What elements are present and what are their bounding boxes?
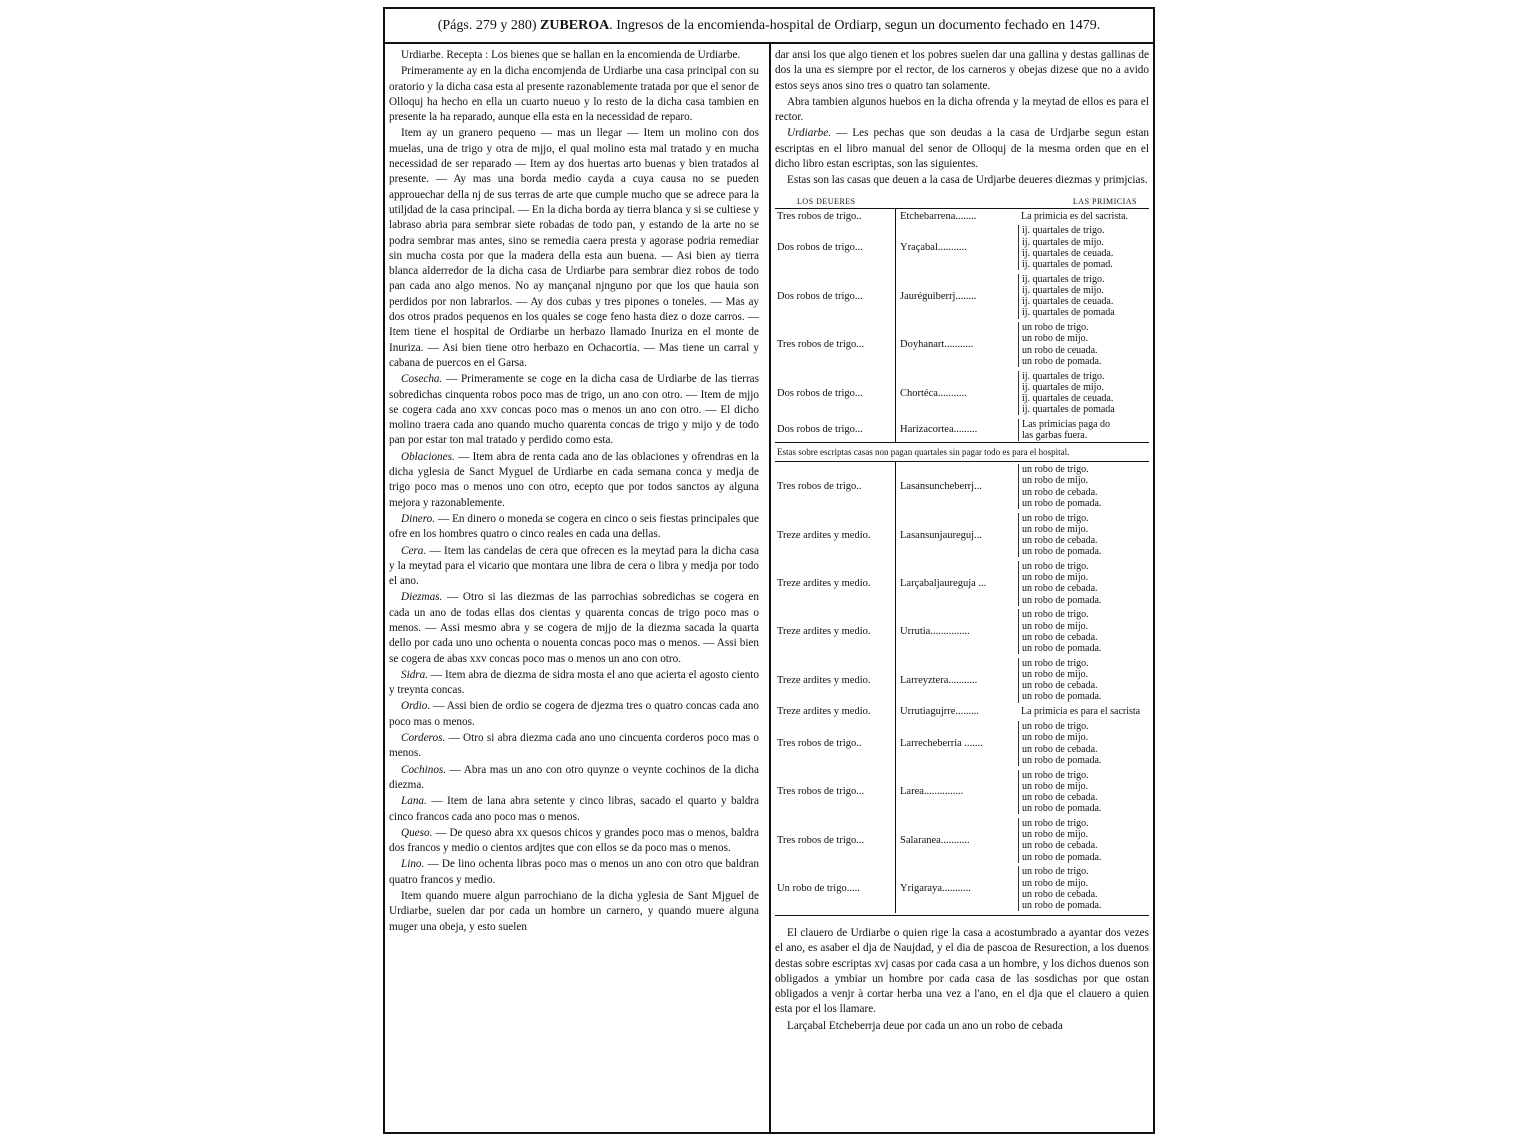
ledger-primicias xyxy=(1018,770,1149,815)
primicia-item: un robo de mijo. xyxy=(1022,572,1089,584)
paragraph-text: El clauero de Urdiarbe o quien rige la casa a acostumbrado a ayantar dos vezes el ano, es asaber el dja de Naujdad, y el dia de pascoa de Resurection, a los duenos destas sobre escriptas xvj casas por cada casa a un hombre, y los dichos duenos son obligados a ymbiar un hombre por cada casa de las sosdichas por que ostan obligados a venjr à cortar herba una vez a l'ano, en el dja que el clauero a quien esta por el los llamare. xyxy=(775,926,1149,1016)
primicia-item: un robo de cebada. xyxy=(1022,486,1098,498)
paragraph-text: Primeramente ay en la dicha encomjenda de Urdiarbe una casa principal con su oratorio y la dicha casa esta al presente razonablemente tratada por que el senor de Olloquj ha hecho en ella un cuarto nueuo y lo resto de la dicha casa tambien en presente la ha reparado, aunque ella esta en la necessidad de reparo. xyxy=(389,65,759,124)
ledger-debt: Treze ardites y medio. xyxy=(775,656,896,704)
primicia-item: un robo de pomada. xyxy=(1022,642,1102,654)
ledger-primicias xyxy=(1018,609,1149,654)
primicia-item: ij. quartales de mijo. xyxy=(1022,236,1104,248)
ledger-row xyxy=(775,209,1149,224)
paragraph-text: — Abra mas un ano con otro quynze o veynte cochinos de la dicha diezma. xyxy=(389,763,759,791)
page-header xyxy=(385,9,1153,44)
primicia-item: un robo de pomada. xyxy=(1022,851,1102,863)
ledger-debt: Tres robos de trigo.. xyxy=(775,719,896,767)
ledger-row xyxy=(775,369,1149,417)
ledger-primicias xyxy=(1018,866,1149,911)
ledger-debt: Tres robos de trigo... xyxy=(775,320,896,368)
primicia-item: las garbas fuera. xyxy=(1022,429,1088,441)
ledger-house: Urrutia............... xyxy=(900,626,970,638)
paragraph-text: Larçabal Etcheberrja deue por cada un ano un robo de cebada xyxy=(787,1019,1063,1032)
primicia-item: un robo de trigo. xyxy=(1022,817,1089,829)
paragraph-text: — Otro si las diezmas de las parrochias sobredichas se cogera en cada un ano de todas ellas dos cientas y quarenta concas de trigo poco mas o menos. — Assi mesmo abra y se cogera de mjjo de la diezma sacada la quarta dello por cada uno uno ochenta o nouenta concas poco mas o menos. — Assi bien se cogera de abas xxv concas poco mas o menos un ano con otro. xyxy=(389,591,759,665)
primicia-item: un robo de mijo. xyxy=(1022,333,1089,345)
primicia-item: un robo de cebada. xyxy=(1022,888,1098,900)
primicia-item: ij. quartales de mijo. xyxy=(1022,285,1104,297)
primicia-item: ij. quartales de ceuada. xyxy=(1022,393,1114,405)
primicia-item: un robo de mijo. xyxy=(1022,780,1089,792)
paragraph-text: — De queso abra xx quesos chicos y grandes poco mas o menos, baldra dos francos y medio o cientos ardjtes que con ellos se da poco mas o menos. xyxy=(389,826,759,855)
paragraph-lead: Sidra. xyxy=(401,668,429,681)
ledger-house: Yraçabal........... xyxy=(900,242,967,254)
ledger-primicias xyxy=(1018,371,1149,416)
ledger-primicias xyxy=(1018,464,1149,509)
paragraph-text: — De lino ochenta libras poco mas o menos un ano con otro que baldran quatro francos y medio. xyxy=(389,858,759,886)
paragraph xyxy=(389,668,759,699)
header-place: ZUBEROA xyxy=(540,18,610,33)
paragraph xyxy=(389,889,759,935)
ledger-debt: Treze ardites y medio. xyxy=(775,608,896,656)
column-divider xyxy=(769,44,771,1132)
primicia-item: un robo de mijo. xyxy=(1022,475,1089,487)
header-pages: (Págs. 279 y 280) xyxy=(437,18,537,33)
paragraph xyxy=(389,731,759,762)
paragraph xyxy=(775,126,1149,172)
primicia-item: ij. quartales de pomada xyxy=(1022,307,1115,319)
ledger-house: Lasansunjaureguj... xyxy=(900,529,982,541)
ledger-row xyxy=(775,272,1149,320)
primicia-item: un robo de trigo. xyxy=(1022,464,1089,476)
right-column-closing xyxy=(775,926,1149,1034)
ledger-debt: Tres robos de trigo... xyxy=(775,816,896,864)
primicia-item: un robo de trigo. xyxy=(1022,322,1089,334)
ledger-primicias xyxy=(1018,322,1149,367)
ledger-primicias xyxy=(1018,419,1149,441)
ledger-row xyxy=(775,511,1149,559)
paragraph xyxy=(389,699,759,730)
primicia-item: un robo de trigo. xyxy=(1022,609,1089,621)
ledger-debt: Un robo de trigo..... xyxy=(775,865,896,913)
paragraph xyxy=(775,95,1149,126)
ledger-row xyxy=(775,608,1149,656)
paragraph-lead: Cera. xyxy=(401,544,427,557)
paragraph xyxy=(389,64,759,125)
paragraph xyxy=(775,926,1149,1018)
paragraph-text: — Primeramente se coge en la dicha casa de Urdiarbe de las tierras sobredichas cinquenta robos poco mas de trigo, un ano con otro. — Item de mjjo se cogera cada ano xxv concas poco mas o menos un ano con otro. — El dicho molino traera cada ano quando mucho quarenta concas de trigo y mijo y de todo pan por estar ton mal tratado y perdido como esta. xyxy=(389,373,759,447)
primicia-item: un robo de cebada. xyxy=(1022,680,1098,692)
primicia-item: un robo de cebada. xyxy=(1022,631,1098,643)
primicia-item: un robo de pomada. xyxy=(1022,754,1102,766)
paragraph-lead: Cosecha. xyxy=(401,373,443,386)
primicia-item: un robo de trigo. xyxy=(1022,512,1089,524)
ledger-house: Larçabaljaureguja ... xyxy=(900,577,987,589)
ledger-primicias xyxy=(1018,658,1149,703)
primicia-item: un robo de pomada. xyxy=(1022,803,1102,815)
ledger-row xyxy=(775,320,1149,368)
ledger-primicias xyxy=(1018,706,1149,717)
paragraph xyxy=(389,794,759,825)
ledger-primicias xyxy=(1018,211,1149,222)
paragraph-text: Item ay un granero pequeno — mas un llegar — Item un molino con dos muelas, una de trigo y otra de mjjo, el qual molino esta mal tratado y en mucha necessidad de ser reparado — Item ay dos huertas arto buenas y bien tratados al presente. — Ay mas una borda medio cayda a cuya causa no se pueden approuechar della nj de sus terras de arte que cumple mucho que se adrece para la utiljdad de la casa principal. — En la dicha borda ay tierra blanca y si se cultiese y labraso abria para sembrar siete robadas de todo pan, y estando de la arte no se podra sembrar mas antes, sino se remedia caera presta y agorase podria remediar sin mucha costa por que la madera della esta aun buena. — Asi bien ay tierra blanca alderredor de la dicha casa de Urdiarbe para sembrar diez robos de todo pan cada ano algo menos. No ay mançanal njnguno por que los que hauia son perdidos por non labrarlos. — Ay dos cubas y tres pipones o toneles. — Mas ay dos otros prados pequenos en los quales se coge feno hasta diez o doze carros. — Item tiene el hospital de Ordiarbe un herbazo llamado Inuriza en el monte de Inuriza. — Asi bien tiene otro herbazo en Ochacortia. — Mas tiene un carral y cabana de puercos en el Garsa. xyxy=(389,127,759,369)
ledger-debt: Treze ardites y medio. xyxy=(775,704,896,719)
primicia-item: un robo de cebada. xyxy=(1022,791,1098,803)
paragraph xyxy=(389,48,759,63)
ledger-primicias xyxy=(1018,225,1149,270)
ledger-primicias xyxy=(1018,721,1149,766)
primicia-item: Las primicias paga do xyxy=(1022,418,1111,430)
paragraph-lead: Oblaciones. xyxy=(401,450,455,463)
paragraph-lead: Cochinos. xyxy=(401,763,447,776)
primicia-item: un robo de mijo. xyxy=(1022,620,1089,632)
ledger-house: Etchebarrena........ xyxy=(900,210,977,222)
ledger-row xyxy=(775,816,1149,864)
primicia-item: un robo de pomada. xyxy=(1022,355,1102,367)
primicia-item: un robo de trigo. xyxy=(1022,721,1089,733)
primicia-item: un robo de mijo. xyxy=(1022,523,1089,535)
ledger-primicias xyxy=(1018,818,1149,863)
right-column xyxy=(775,48,1149,1132)
ledger-table xyxy=(775,197,1149,916)
ledger-debt: Tres robos de trigo.. xyxy=(775,209,896,224)
paragraph-text: Item quando muere algun parrochiano de la dicha yglesia de Sant Mjguel de Urdiarbe, suelen dar por cada un hombre un carnero, y quando muere alguna muger una obeja, y esto suelen xyxy=(389,890,759,933)
primicia-item: ij. quartales de trigo. xyxy=(1022,225,1105,237)
paragraph xyxy=(775,48,1149,94)
primicia-item: un robo de trigo. xyxy=(1022,866,1089,878)
primicia-item: un robo de trigo. xyxy=(1022,657,1089,669)
paragraph-text: — Item de lana abra setente y cinco libras, sacado el quarto y baldra cinco francos cada ano poco mas o menos. xyxy=(389,795,759,823)
primicia-item: ij. quartales de pomada xyxy=(1022,404,1115,416)
primicia-item: ij. quartales de trigo. xyxy=(1022,370,1105,382)
ledger-rows-a xyxy=(775,209,1149,443)
paragraph-text: — Item abra de renta cada ano de las oblaciones y ofrendras en la dicha yglesia de Sanct Myguel de Urdiarbe en cada semana conca y medja de trigo poco mas o menos uno con otro, ecepto que por todos sanctos ay alguna mejora y razonablemente. xyxy=(389,450,759,509)
ledger-row xyxy=(775,865,1149,913)
ledger-row xyxy=(775,704,1149,719)
ledger-end-rule xyxy=(775,915,1149,916)
ledger-primicias xyxy=(1018,561,1149,606)
primicia-item: un robo de trigo. xyxy=(1022,560,1089,572)
ledger-house: Salaranea........... xyxy=(900,834,970,846)
primicia-item: un robo de cebada. xyxy=(1022,840,1098,852)
paragraph-text: — Item abra de diezma de sidra mosta el ano que acierta el agosto ciento y treynta concas. xyxy=(389,668,759,697)
ledger-debt: Dos robos de trigo... xyxy=(775,369,896,417)
primicia-item: un robo de pomada. xyxy=(1022,594,1102,606)
ledger-row xyxy=(775,224,1149,272)
ledger-house: Yrigaraya........... xyxy=(900,883,971,895)
primicia-item: un robo de mijo. xyxy=(1022,829,1089,841)
right-column-intro xyxy=(775,48,1149,189)
ledger-house: Doyhanart........... xyxy=(900,339,974,351)
primicia-item: un robo de pomada. xyxy=(1022,899,1102,911)
ledger-debt: Dos robos de trigo... xyxy=(775,224,896,272)
paragraph xyxy=(775,173,1149,188)
paragraph-text: — Otro si abra diezma cada ano uno cincuenta corderos poco mas o menos. xyxy=(389,732,759,760)
primicia-item: un robo de pomada. xyxy=(1022,546,1102,558)
ledger-debt: Treze ardites y medio. xyxy=(775,511,896,559)
ledger-debt: Treze ardites y medio. xyxy=(775,559,896,607)
paragraph-lead: Ordio. xyxy=(401,700,431,713)
paragraph xyxy=(775,1019,1149,1034)
primicia-item: un robo de trigo. xyxy=(1022,769,1089,781)
ledger-col-primicias: LAS PRIMICIAS xyxy=(1072,196,1137,206)
ledger-debt: Dos robos de trigo... xyxy=(775,272,896,320)
ledger-row xyxy=(775,768,1149,816)
paragraph xyxy=(389,372,759,448)
ledger-primicias xyxy=(1018,274,1149,319)
paragraph-lead: Urdiarbe. xyxy=(787,127,832,140)
paragraph-lead: Corderos. xyxy=(401,732,446,745)
ledger-note: Estas sobre escriptas casas non pagan quartales sin pagar todo es para el hospital. xyxy=(775,442,1149,462)
paragraph-text: — Item las candelas de cera que ofrecen es la meytad para la dicha casa y la meytad para el vicario que montara une libra de cera o libra y medja por todo el ano. xyxy=(389,544,759,588)
paragraph-text: — Assi bien de ordio se cogera de djezma tres o quatro concas cada ano poco mas o menos. xyxy=(389,700,759,728)
primicia-item: un robo de cebada. xyxy=(1022,535,1098,546)
paragraph xyxy=(389,544,759,590)
primicia-item: un robo de pomada. xyxy=(1022,691,1102,703)
paragraph-text: — En dinero o moneda se cogera en cinco o seis fiestas principales que ofre en los hombres quatro o cinco reales en cada una dellas. xyxy=(389,512,759,541)
ledger-primicias xyxy=(1018,513,1149,558)
primicia-item: un robo de mijo. xyxy=(1022,877,1089,889)
primicia-item: ij. quartales de trigo. xyxy=(1022,273,1105,285)
ledger-house: Larrecheberria ....... xyxy=(900,738,983,750)
paragraph-text: Abra tambien algunos huebos en la dicha ofrenda y la meytad de ellos es para el rector. xyxy=(775,95,1149,124)
left-column xyxy=(389,48,759,1132)
ledger-rows-b xyxy=(775,462,1149,913)
ledger-row xyxy=(775,417,1149,442)
primicia-item: La primicia es del sacrista. xyxy=(1021,210,1128,222)
paragraph-text: — Les pechas que son deudas a la casa de Urdjarbe segun estan escriptas en el libro manual del senor de Olloquj de la mesma orden que en el dicho libro estan escriptas, son las siguientes. xyxy=(775,127,1149,171)
primicia-item: un robo de ceuada. xyxy=(1022,344,1098,356)
columns xyxy=(385,44,1153,1132)
paragraph xyxy=(389,826,759,857)
ledger-row xyxy=(775,559,1149,607)
ledger-debt: Dos robos de trigo... xyxy=(775,417,896,442)
paragraph-text: Estas son las casas que deuen a la casa de Urdjarbe deueres diezmas y primjcias. xyxy=(787,174,1148,187)
ledger-house: Larea............... xyxy=(900,786,964,798)
primicia-item: un robo de cebada. xyxy=(1022,743,1098,755)
primicia-item: ij. quartales de ceuada. xyxy=(1022,296,1114,308)
paragraph xyxy=(389,512,759,543)
primicia-item: La primicia es para el sacrista xyxy=(1021,706,1141,718)
ledger-house: Chortéca........... xyxy=(900,387,967,399)
paragraph-lead: Dinero. xyxy=(401,512,436,525)
paragraph-lead: Diezmas. xyxy=(401,591,443,604)
primicia-item: un robo de mijo. xyxy=(1022,732,1089,744)
paragraph-lead: Lino. xyxy=(401,858,425,871)
header-title: . Ingresos de la encomienda-hospital de Ordiarp, segun un documento fechado en 1479. xyxy=(609,18,1101,33)
ledger-house: Larreyztera........... xyxy=(900,674,978,686)
ledger-house: Jauréguiberrj........ xyxy=(900,290,977,302)
primicia-item: ij. quartales de pomad. xyxy=(1022,259,1113,271)
ledger-debt: Tres robos de trigo.. xyxy=(775,462,896,510)
document-page xyxy=(383,7,1155,1134)
paragraph-text: dar ansi los que algo tienen et los pobres suelen dar una gallina y destas gallinas de dos la una es siempre por el rector, de los carneros y obejas dizese que no a avido estos seys anos sino tres o quatro tan solamente. xyxy=(775,49,1149,92)
ledger-header xyxy=(775,197,1149,209)
paragraph xyxy=(389,590,759,666)
ledger-row xyxy=(775,656,1149,704)
paragraph xyxy=(389,126,759,371)
primicia-item: ij. quartales de ceuada. xyxy=(1022,247,1114,259)
ledger-house: Harizacortea......... xyxy=(900,424,978,436)
paragraph xyxy=(389,857,759,888)
paragraph xyxy=(389,450,759,511)
ledger-row xyxy=(775,719,1149,767)
primicia-item: ij. quartales de mijo. xyxy=(1022,381,1104,393)
paragraph xyxy=(389,763,759,794)
ledger-house: Lasansuncheberrj... xyxy=(900,481,982,493)
ledger-row xyxy=(775,462,1149,510)
primicia-item: un robo de pomada. xyxy=(1022,497,1102,509)
ledger-col-debts: LOS DEUERES xyxy=(797,196,856,206)
primicia-item: un robo de cebada. xyxy=(1022,583,1098,595)
paragraph-lead: Queso. xyxy=(401,826,433,839)
ledger-house: Urrutiagujrre......... xyxy=(900,706,980,718)
ledger-debt: Tres robos de trigo... xyxy=(775,768,896,816)
paragraph-lead: Lana. xyxy=(401,795,427,808)
primicia-item: un robo de mijo. xyxy=(1022,668,1089,680)
paragraph-text: Urdiarbe. Recepta : Los bienes que se hallan en la encomienda de Urdiarbe. xyxy=(401,49,741,61)
